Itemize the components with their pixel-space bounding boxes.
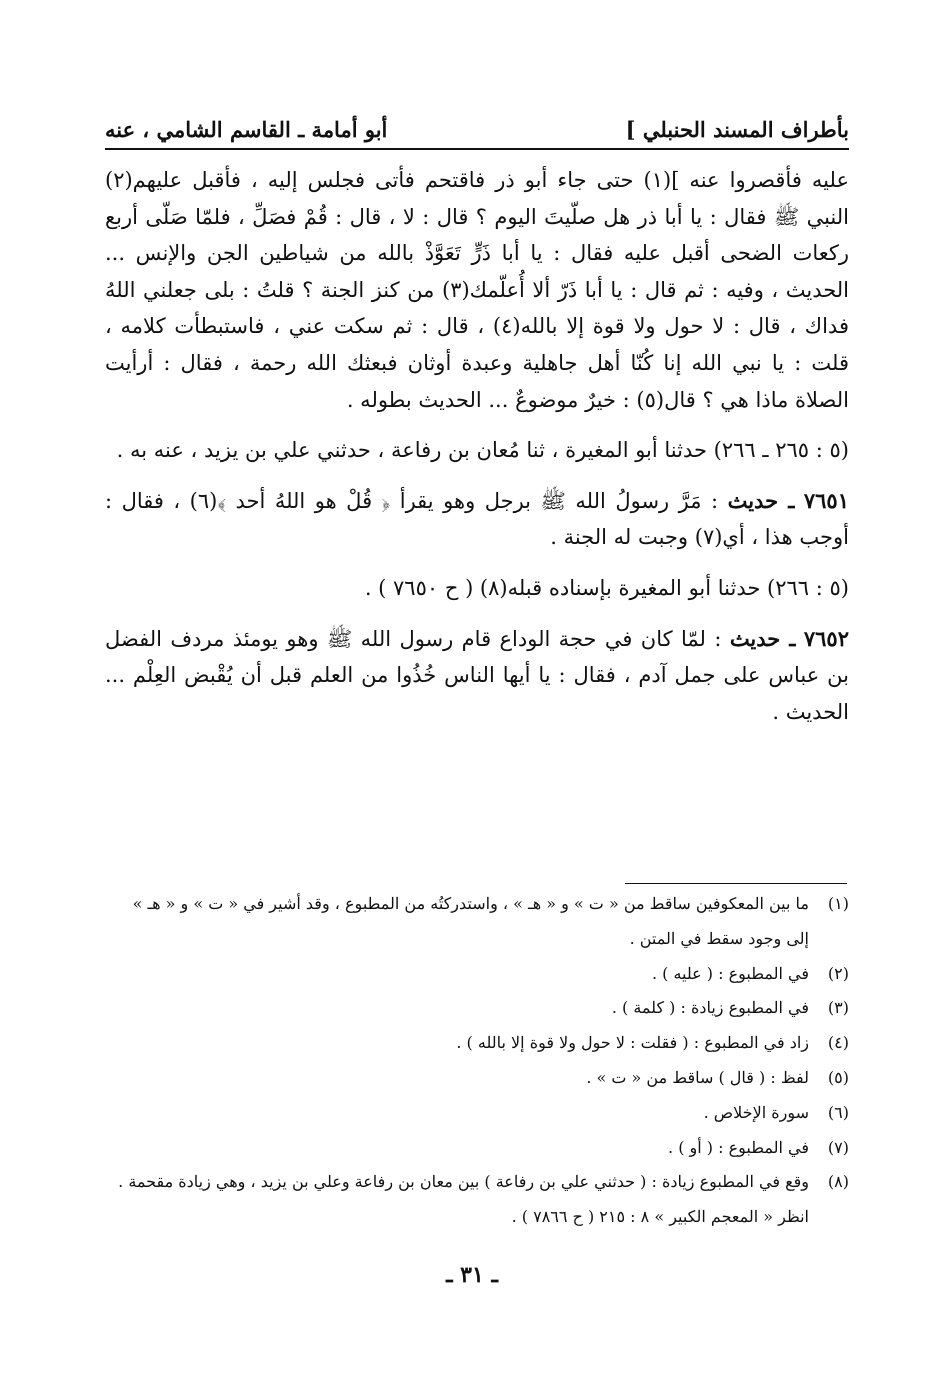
- footnote-text: سورة الإخلاص .: [703, 1102, 809, 1122]
- footnote-rule: [625, 883, 847, 884]
- footnote: [105, 1061, 849, 1096]
- hadith-7652: [105, 621, 849, 731]
- footnote-number: (٧): [827, 1137, 849, 1157]
- paragraph-2: (٥ : ٢٦٥ ـ ٢٦٦) حدثنا أبو المغيرة ، ثنا مُعان بن رفاعة ، حدثني علي بن يزيد ، عنه به .: [116, 438, 849, 463]
- header-right-title: بأطراف المسند الحنبلي ]: [625, 117, 849, 142]
- footnote-text: زاد في المطبوع : ( فقلت : لا حول ولا قوة إلا بالله ) .: [456, 1033, 809, 1053]
- footnote-number: (٣): [827, 998, 849, 1018]
- footnote-text: لفظ : ( قال ) ساقط من « ت » .: [586, 1067, 809, 1087]
- footnotes: [105, 887, 849, 1235]
- footnote-text: في المطبوع : ( عليه ) .: [651, 963, 809, 983]
- paragraph-1: عليه فأقصروا عنه ](١) حتى جاء أبو ذر فاقتحم فأتى فجلس إليه ، فأقبل عليهم(٢) النبي ﷺ فقال : يا أبا ذر هل صلّيتَ اليوم ؟ قال : لا ، قال : قُمْ فصَلِّ ، فلمّا صَلّى أربع ركعات الضحى أقبل عليه فقال : يا أبا ذَرٍّ تَعَوَّذْ بالله من شياطين الجن والإنس ... الحديث ، وفيه : ثم قال : يا أبا ذَرّ ألا أُعلّمك(٣) من كنز الجنة ؟ قلتُ : بلى جعلني اللهُ فداك ، قال : لا حول ولا قوة إلا بالله(٤) ، قال : ثم سكت عني ، فاستبطأت كلامه ، قلت : يا نبي الله إنا كُنّا أهل جاهلية وعبدة أوثان فبعثك الله رحمة ، فقال : أرأيت الصلاة ماذا هي ؟ قال(٥) : خيرٌ موضوعٌ ... الحديث بطوله .: [105, 168, 849, 412]
- footnote-text: ما بين المعكوفين ساقط من « ت » و « هـ » ، واستدركتُه من المطبوع ، وقد أشير في « ت » و « هـ » إلى وجود سقط في المتن .: [132, 894, 809, 948]
- header-rule: [105, 148, 849, 150]
- paragraph-3: (٥ : ٢٦٦) حدثنا أبو المغيرة بإسناده قبله(٨) ( ح ٧٦٥٠ ) .: [364, 575, 849, 600]
- footnote: [105, 1165, 849, 1235]
- footnote: [105, 1096, 849, 1131]
- footnote-number: (٥): [827, 1067, 849, 1087]
- page-number: ـ ٣١ ـ: [446, 1262, 498, 1288]
- running-header: [105, 110, 849, 142]
- hadith-text: : لمّا كان في حجة الوداع قام رسول الله ﷺ وهو يومئذ مردف الفضل بن عباس على جمل آدم ، فقال : يا أيها الناس خُذُوا من العلم قبل أن يُقْبض العِلْم ... الحديث .: [105, 626, 849, 724]
- hadith-number: ٧٦٥١: [803, 487, 849, 513]
- footnote-text: في المطبوع : ( أو ) .: [668, 1137, 809, 1157]
- footnote-number: (١): [827, 894, 849, 913]
- footnote-number: (٨): [827, 1172, 849, 1192]
- main-text: [105, 162, 849, 730]
- footnote-number: (٤): [827, 1033, 849, 1053]
- hadith-label: ـ حديث: [727, 487, 795, 513]
- footnote-text: في المطبوع زيادة : ( كلمة ) .: [611, 998, 809, 1018]
- hadith-label: ـ حديث: [729, 625, 796, 651]
- hadith-text: : مَرَّ رسولُ الله ﷺ برجل وهو يقرأ ﴿ قُلْ هو اللهُ أحد ﴾(٦) ، فقال : أوجب هذا ، أي(٧) وجبت له الجنة .: [105, 488, 849, 550]
- footnote: [105, 957, 849, 992]
- header-left-title: أبو أمامة ـ القاسم الشامي ، عنه: [105, 117, 388, 142]
- footnote-text: وقع في المطبوع زيادة : ( حدثني علي بن رفاعة ) بين معان بن رفاعة وعلي بن يزيد ، وهي زيادة مقحمة . انظر « المعجم الكبير » ٨ : ٢١٥ ( ح ٧٨٦٦ ) .: [118, 1172, 809, 1227]
- footnote: [105, 1131, 849, 1166]
- hadith-number: ٧٦٥٢: [803, 625, 849, 651]
- footnote-number: (٢): [827, 963, 849, 983]
- footnote: [105, 887, 849, 957]
- footnote-number: (٦): [827, 1102, 849, 1122]
- footnote: [105, 991, 849, 1026]
- footnote: [105, 1026, 849, 1061]
- hadith-7651: [105, 483, 849, 556]
